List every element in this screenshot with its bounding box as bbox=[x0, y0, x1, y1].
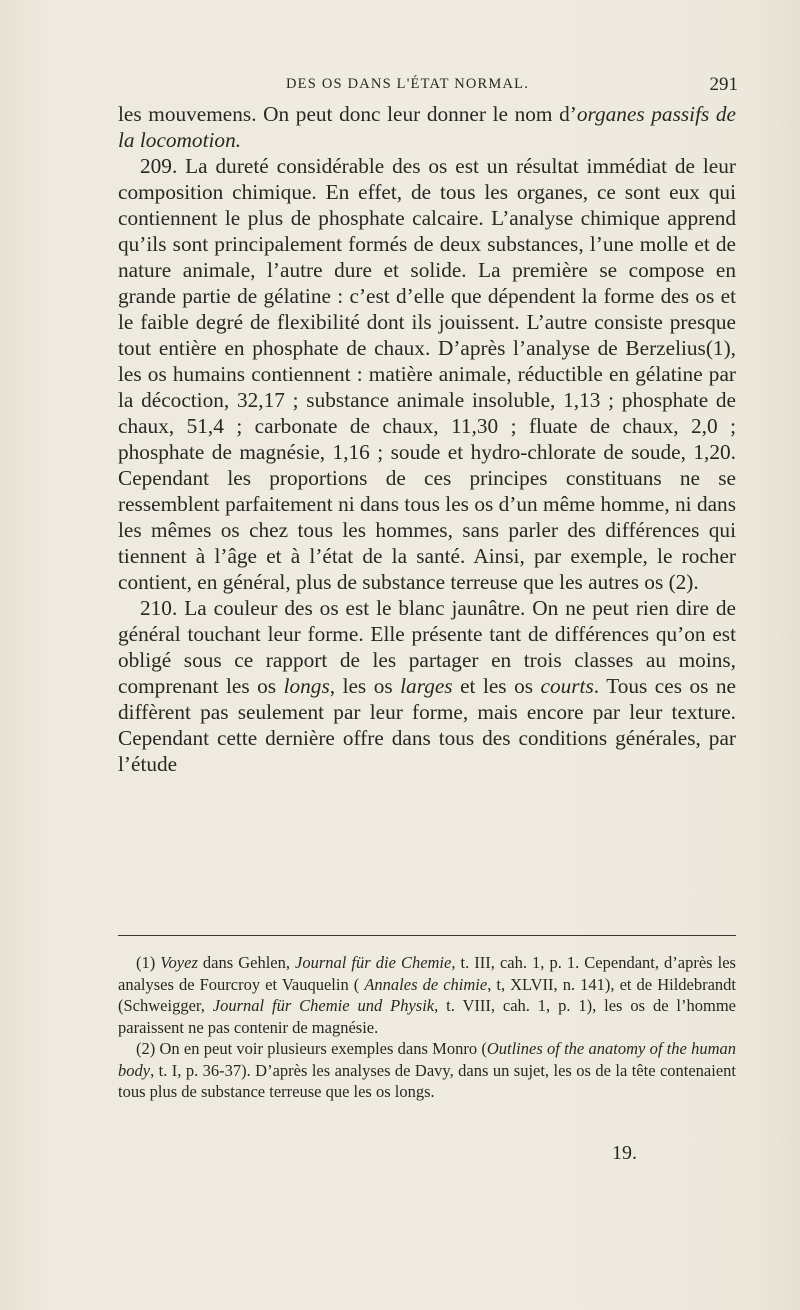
footnote-text: dans Gehlen, bbox=[197, 953, 296, 972]
italic-term: longs bbox=[283, 674, 330, 698]
italic-term: Annales de chimie bbox=[364, 974, 488, 994]
italic-term: Journal für Chemie und Physik bbox=[212, 996, 435, 1015]
footnote-text: , t. VIII, cah. 1, p. 1), les os de l’homme paraissent ne pas contenir de magnésie. bbox=[118, 996, 736, 1037]
paragraph-text: , les os bbox=[329, 674, 401, 698]
paragraph-text: . Tous ces os ne diffèrent pas seulement par leur forme, mais encore par leur texture. Cependant cette dernière offre dans tous des conditions générales, par l’étude bbox=[118, 674, 736, 776]
italic-term: Journal für die Chemie bbox=[295, 953, 452, 972]
signature-mark: 19. bbox=[612, 1142, 637, 1164]
paragraph-209: 209. La dureté considérable des os est un résultat immédiat de leur composition chimique. En effet, de tous les organes, ce sont eux qui contiennent le plus de phosphate calcaire. L’analyse chimique apprend qu’ils sont principalement formés de deux substances, l’une molle et de nature animale, l’autre dure et solide. La première se compose en grande partie de gélatine : c’est d’elle que dépendent la forme des os et le faible degré de flexibilité dont ils jouissent. L’autre consiste presque tout entière en phosphate de chaux. D’après l’analyse de Berzelius(1), les os humains contiennent : matière animale, réductible en gélatine par la décoction, 32,17 ; substance animale insoluble, 1,13 ; phosphate de chaux, 51,4 ; carbonate de chaux, 11,30 ; fluate de chaux, 2,0 ; phosphate de magnésie, 1,16 ; soude et hydro-chlorate de soude, 1,20. Cependant les proportions de ces principes constituans ne se ressemblent parfaitement ni dans tous les os d’un même homme, ni dans les mêmes os chez tous les hommes, sans parler des différences qui tiennent à l’âge et à l’état de la santé. Ainsi, par exemple, le rocher contient, en général, plus de substance terreuse que les autres os (2). bbox=[118, 154, 736, 594]
footnote-1 bbox=[118, 952, 736, 1038]
footnote-text: (1) bbox=[136, 953, 161, 972]
paragraph-text: et les os bbox=[452, 674, 541, 698]
paragraph-text: 210. La couleur des os est le blanc jaunâtre. On ne peut rien dire de général touchant leur forme. Elle présente tant de différences qu’on est obligé sous ce rapport de les partager en trois classes au moins, comprenant les os bbox=[118, 596, 736, 698]
body-text bbox=[118, 101, 736, 777]
footnote-text: , t, XLVII, n. 141), et de Hildebrandt (Schweigger, bbox=[118, 974, 736, 1015]
paragraph-210 bbox=[118, 595, 736, 777]
footnote-text: , t. III, cah. 1, p. 1. Cependant, d’après les analyses de Fourcroy et Vauquelin ( bbox=[118, 953, 736, 994]
page-number: 291 bbox=[709, 74, 738, 95]
italic-term: organes passifs de la locomotion. bbox=[118, 102, 737, 152]
italic-term: courts bbox=[540, 674, 594, 698]
footnote-rule bbox=[118, 935, 736, 936]
italic-term: larges bbox=[400, 674, 453, 698]
footnotes bbox=[118, 952, 736, 1103]
footnote-text: , t. I, p. 36-37). D’après les analyses de Davy, dans un sujet, les os de la tête contenaient tous plus de substance terreuse que les os longs. bbox=[118, 1060, 736, 1101]
page-header bbox=[118, 76, 738, 98]
paragraph-text: les mouvemens. On peut donc leur donner le nom d’ bbox=[118, 102, 577, 126]
italic-term: Voyez bbox=[160, 953, 198, 972]
paragraph-continuation bbox=[118, 101, 736, 153]
running-title: DES OS DANS L'ÉTAT NORMAL. bbox=[286, 76, 530, 92]
footnote-text: (2) On en peut voir plusieurs exemples dans Monro ( bbox=[136, 1039, 487, 1058]
italic-term: Outlines of the anatomy of the human body bbox=[118, 1039, 737, 1080]
footnote-2 bbox=[118, 1038, 736, 1103]
